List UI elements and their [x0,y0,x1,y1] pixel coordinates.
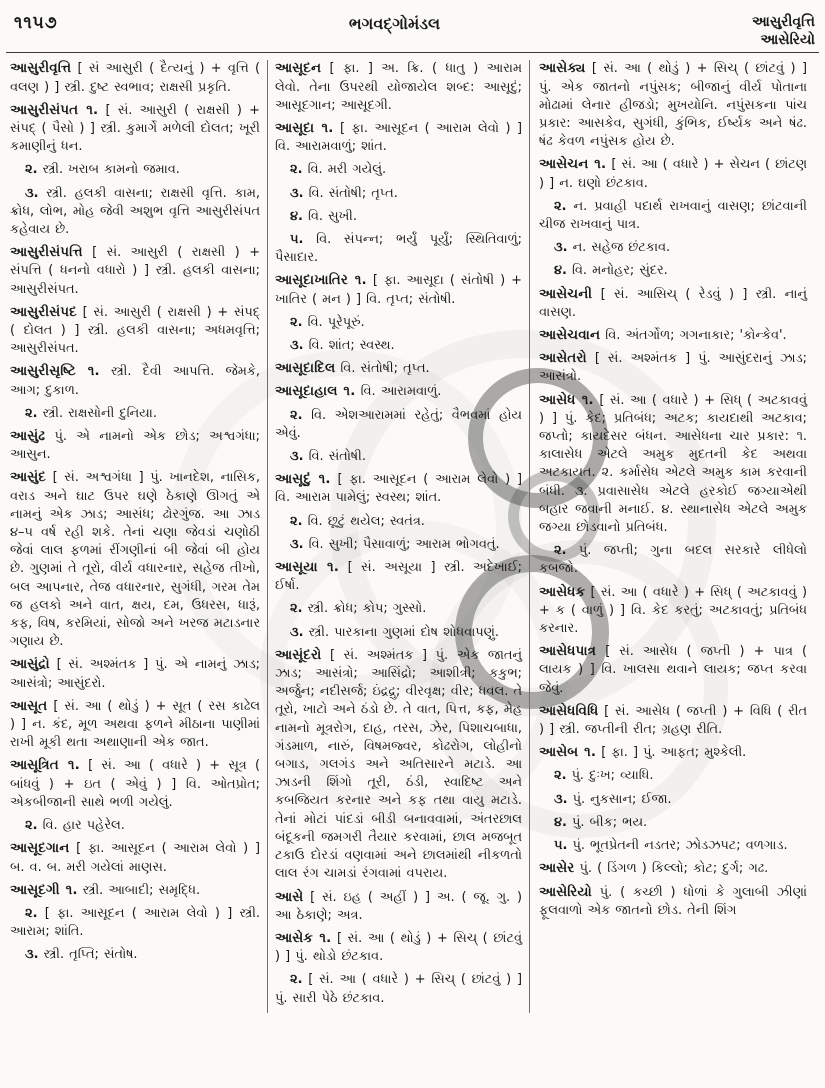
entry-sense: ૪. વિ. સુખી. [290,208,357,224]
entry-sense: ૩. પું. નુકસાન; ઈજા. [554,791,672,807]
headword: આસુરીસૃષ્ટિ ૧. [10,364,100,380]
sense-number: ૨. [290,314,303,330]
dictionary-entry: આસેધ ૧. [ સં. આ ( વધારે ) + સિધ્ ( અટકાવવું ) ] પું. કેદ; પ્રતિબંધ; અટક; કાયદાથી અટકાવ; જપ્તો; કાયદેસર બંધન. આસેધના ચાર પ્રકાર: ૧. કાલાસેધ એટલે અમુક મુદતની કેદ અથવા અટકાયત. ૨. કર્માસેધ એટલે અમુક કામ કરવાની બંધી. ૩. પ્રવાસાસેધ એટલે હરકોઈ જગ્યાએથી બહાર જવાની મનાઈ. ૪. સ્થાનાસેધ એટલે અમુક જગ્યા છોડવાનો પ્રતિબંધ. [539,392,807,536]
headword: આસૂદન [275,61,322,77]
entry-sense: ૨. વિ. એશઆરામમાં રહેતું; વૈભવમાં હોય એવું. [275,407,522,441]
sense-number: ૨. [25,405,38,421]
dictionary-entry: આસૂદાખાતિર ૧. [ ફા. આસૂદા ( સંતોષી ) + ખાતિર ( મન ) ] વિ. તૃપ્ત; સંતોષી. [275,273,522,307]
dictionary-entry: આસુંદ્રો [ સં. અશ્મંતક ] પું. એ નામનું ઝાડ; આસંત્રો; આસુંદરો. [10,657,260,691]
entry-sense: ૩. વિ. સંતોષી; તૃપ્ત. [290,185,398,201]
entry-sense: ૪. વિ. મનોહર; સુંદર. [554,263,668,279]
entry-sense: ૨. પું. જપ્તી; ગુના બદલ સરકારે લીધેલો કબજો. [539,543,807,577]
sense-number: ૩. [554,240,568,256]
guide-word-last: આસેરિયો [760,32,815,49]
dictionary-entry: આસેરિયો પું. ( કચ્છી ) ધોળાં કે ગુલાબી ઝીણાં ફૂલવાળો એક જાતનો છોડ. તેની શિંગ [539,884,807,918]
sense-number: ૩. [290,449,304,465]
sense-number: ૨. [554,768,567,784]
headword: આસૂદાહાલ ૧. [275,384,356,400]
headword: આસેચવાન [539,328,601,344]
headword: આસેધ ૧. [539,392,594,408]
headword: આસેર [539,861,575,877]
dictionary-entry: આસેચની [ સં. આસિચ્ ( રેડવું ) ] સ્ત્રી. નાનું વાસણ. [539,286,807,320]
headword: આસુંદ્રો [10,657,50,673]
dictionary-entry: આસુરીસૃષ્ટિ ૧. સ્ત્રી. દૈવી આપત્તિ. જેમકે, આગ; દુકાળ. [10,364,260,398]
entry-sense: ૨. વિ. છૂટું થયેલ; સ્વતંત્ર. [290,513,425,529]
headword: આસેરિયો [539,884,592,900]
text-columns [0,53,825,1012]
dictionary-entry: આસેક ૧. [ સં. આ ( થોડું ) + સિચ્ ( છાંટવું ) ] પું. થોડો છંટકાવ. [275,930,522,965]
entry-sense: ૪. પું. બીક; ભય. [554,814,648,830]
sense-number: ૨. [554,198,567,214]
headword: આસુંઢ [10,429,46,445]
dictionary-entry: આસૂદા ૧. [ ફા. આસૂદન ( આરામ લેવો ) ] વિ. આરામવાળું; શાંત. [275,120,522,155]
entry-sense: ૩. સ્ત્રી. હલકી વાસના; રાક્ષસી વૃત્તિ. કામ, ક્રોધ, લોભ, મોહ જેવી અશુભ વૃત્તિ આસુરીસંપત કહેવાય છે. [10,185,260,237]
headword: આસેચની [539,286,593,302]
entry-sense: ૨. વિ. હાર પહેરેલ. [25,818,125,834]
headword: આસેધવિધિ [539,703,599,719]
page-header [0,0,825,49]
headword: આસેચન ૧. [539,157,607,173]
headword: આસૂદું ૧. [275,472,331,488]
dictionary-entry: આસૂદગી ૧. સ્ત્રી. આબાદી; સમૃદ્ધિ. [10,882,201,898]
dictionary-entry: આસેર પું. ( ડિંગળ ) કિલ્લો; કોટ; દુર્ગ; ગઢ. [539,861,769,877]
sense-number: ૩. [554,791,568,807]
headword: આસેધપાત્ર [539,644,597,660]
dictionary-entry: આસુરીવૃત્તિ [ સં આસુરી ( દૈત્યનું ) + વૃત્તિ ( વલણ ) ] સ્ત્રી. દુષ્ટ સ્વભાવ; રાક્ષસી પ્રકૃતિ. [10,61,260,95]
dictionary-entry: આસેબ ૧. [ ફા. ] પું. આફત; મુશ્કેલી. [539,745,747,761]
sense-number: ૪. [290,208,303,224]
headword: આસૂત્રિત ૧. [10,758,80,774]
headword: આસૂદાખાતિર ૧. [275,273,367,289]
dictionary-entry: આસુંદ [ સં. અશ્વગંધા ] પું. ખાનદેશ, નાસિક, વરાડ અને ઘાટ ઉપર ઘણે ઠેકાણે ઊગતું એ નામનું એક ઝાડ; આસંધ; ઢોરગુંજ. આ ઝાડ ૪–૫ વર્ષ રહી શકે. તેનાં ચણા જેવડાં ચણોઠી જેવાં લાલ ફળમાં રીંગણીનાં બી જેવાં બી હોય છે. ગુણમાં તે તૂરો, વીર્ય વધારનાર, સહેજ તીખો, બલ આપનાર, તેજ વધારનાર, સુગંધી, ગરમ તેમ જ હલકો અને વાત, ક્ષય, દમ, ઉધરસ, ધારૂં, કફ, વિષ, કરમિયાં, સોજો અને ખરજ મટાડનાર ગણાય છે. [10,470,260,650]
sense-number: ૫. [554,838,568,854]
headword: આસેક ૧. [275,930,332,946]
dictionary-entry: આસેધવિધિ [ સં. આસેધ ( જપ્તી ) + વિધિ ( રીત ) ] સ્ત્રી. જપ્તીની રીત; ગ્રહણ રીતિ. [539,703,807,738]
dictionary-entry: આસેક્ય [ સં. આ ( થોડું ) + સિચ્ ( છાંટવું ) ] પું. એક જાતનો નપુંસક; બીજાનું વીર્ય પોતાના મોઢામાં લેનાર હીજડો; મુખયોનિ. નપુંસકના પાંચ પ્રકાર: આસકેવ, સુગંધી, કુંભિક, ઈર્ષ્યક અને ષંઢ. ષંઢ કેવળ નપુંસક હોય છે. [539,61,807,150]
column-1 [10,60,267,1012]
sense-number: ૪. [554,263,567,279]
sense-number: ૨. [25,162,38,178]
entry-sense: ૫. વિ. સંપન્ન; ભર્યું પૂર્યું; સ્થિતિવાળું; પૈસાદાર. [275,232,522,266]
dictionary-entry: આસૂદું ૧. [ ફા. આસૂદન ( આરામ લેવો ) ] વિ. આરામ પામેલું; સ્વસ્થ; શાંત. [275,472,523,506]
headword: આસે [275,889,304,905]
dictionary-entry: આસૂદન [ ફા. ] અ. ક્રિ. ( ધાતુ ) આરામ લેવો. તેના ઉપરથી યોજાયેલ શબ્દ: આસૂદું; આસૂદગાન; આસૂદગી. [275,61,522,113]
guide-words [655,13,815,49]
sense-number: ૩. [25,185,39,201]
entry-sense: ૩. વિ. સુખી; પૈસાવાળું; આરામ ભોગવતું. [290,536,500,552]
dictionary-entry: આસેધક [ સં. આ ( વધારે ) + સિધ્ ( અટકાવવું ) + ક ( વાળું ) ] વિ. કેદ કરતું; અટકાવતું; પ્રતિબંધ કરનાર. [539,584,807,637]
dictionary-entry: આસૂદાહાલ ૧. વિ. આરામવાળું. [275,384,442,400]
sense-number: ૨. [290,513,303,529]
headword: આસૂદગાન [10,841,70,857]
sense-number: ૩. [290,624,304,640]
entry-sense: ૨. સ્ત્રી. રાક્ષસોની દુનિયા. [25,405,157,421]
headword: આસેતરો [539,351,587,367]
dictionary-entry: આસૂંદરો [ સં. અશ્મંતક ] પું. એક જાતનું ઝાડ; આસંત્રો; આસિંદ્રો; આશીત્રી; કકુભ; અર્જુન; નદીસર્જ; ઇંદ્રદ્રુ; વીરવૃક્ષ; વીર; ધવલ. તે તૂરો, ખાટો અને ઠંડો છે. તે વાત, પિત્ત, કફ, મેહ નામનો મૂત્રરોગ, દાહ, તરસ, ઝેર, પિશાચબાધા, ગંડમાળ, નારું, વિષમજ્વર, કોઢરોગ, લોહીનો બગાડ, ગલગંડ અને અતિસારને મટાડે. આ ઝાડની શિંગો તૂરી, ઠંડી, સ્વાદિષ્ટ અને કબજિયત કરનાર અને કફ તથા વાયુ મટાડે. તેનાં મોટાં પાંદડાં બીડી બનાવવામાં, અંતરછાલ બંદૂકની જમગરી તૈયાર કરવામાં, છાલ મજબૂત ટકાઉ દોરડાં વણવામાં અને છાલમાંથી નીકળતો લાલ રંગ ચામડાં રંગવામાં વપરાય. [275,647,522,882]
entry-sense: ૩. સ્ત્રી. તૃપ્તિ; સંતોષ. [25,947,138,963]
entry-sense: ૩. વિ. શાંત; સ્વસ્થ. [290,338,395,354]
headword: આસુરીસંપત્તિ [10,245,83,261]
dictionary-entry: આસૂદાદિલ વિ. સંતોષી; તૃપ્ત. [275,361,430,377]
headword: આસુંદ [10,470,46,486]
sense-number: ૩. [25,947,39,963]
column-3 [530,60,807,1012]
headword: આસૂદગી ૧. [10,882,78,898]
entry-sense: ૨. [ ફા. આસૂદન ( આરામ લેવો ) ] સ્ત્રી. આરામ; શાંતિ. [10,905,260,940]
entry-sense: ૨. વિ. પૂરેપૂરું. [290,314,365,330]
headword: આસૂદાદિલ [275,361,336,377]
entry-sense: ૩. ન. સહેજ છંટકાવ. [554,240,671,256]
dictionary-entry: આસુંઢ પું. એ નામનો એક છોડ; અશ્વગંધા; આસુન. [10,429,260,463]
entry-sense: ૨. [ સં. આ ( વધારે ) + સિચ્ ( છાંટવું ) ] પું. સારી પેઠે છંટકાવ. [275,972,522,1006]
dictionary-entry: આસેતરો [ સં. અશ્મંતક ] પું. આસુંદરાનું ઝાડ; આસંત્રો. [539,351,807,385]
entry-sense: ૩. વિ. સંતોષી. [290,449,366,465]
sense-number: ૩. [290,338,304,354]
sense-number: ૩. [290,536,304,552]
sense-number: ૨. [25,818,38,834]
dictionary-entry: આસૂત [ સં. આ ( થોડું ) + સૂત ( રસ કાઢેલ ) ] ન. કંદ, મૂળ અથવા ફળને મીઠાના પાણીમાં રાખી મૂકી થતા અથાણાની એક જાત. [10,698,260,751]
dictionary-entry: આસૂત્રિત ૧. [ સં. આ ( વધારે ) + સૂત્ર ( બાંધવું ) + ઇત ( એવું ) ] વિ. ઓતપ્રોત; એકબીજાની સાથે ભળી ગયેલું. [10,758,260,810]
dictionary-entry: આસે [ સં. ઇહ ( અહીં ) ] અ. ( જૂ. ગુ. ) આ ઠેકાણે; અત્ર. [275,889,522,923]
dictionary-entry: આસેચન ૧. [ સં. આ ( વધારે ) + સેચન ( છાંટણ ) ] ન. ઘણો છંટકાવ. [539,157,808,191]
entry-sense: ૨. સ્ત્રી. ખરાબ કામનો જમાવ. [25,162,180,178]
headword: આસૂંદરો [275,647,322,663]
sense-number: ૪. [554,814,567,830]
guide-word-first: આસુરીવૃત્તિ [752,14,815,30]
sense-number: ૩. [290,185,304,201]
headword: આસુરીસંપદ [10,304,77,320]
headword: આસૂયા ૧. [275,560,340,576]
sense-number: ૨. [25,905,38,921]
page-number: ૧૧૫૭ [14,13,58,33]
headword: આસેક્ય [539,61,586,77]
headword: આસેબ ૧. [539,745,597,761]
entry-sense: ૨. વિ. મરી ગયેલું. [290,162,387,178]
dictionary-entry: આસેધપાત્ર [ સં. આસેધ ( જપ્તી ) + પાત્ર ( લાયક ) ] વિ. ખાલસા થવાને લાયક; જપ્ત કરવા જેવું. [539,644,807,696]
entry-sense: ૩. સ્ત્રી. પારકાના ગુણમાં દોષ શોધવાપણું. [290,624,499,640]
column-2 [268,60,529,1012]
sense-number: ૨. [554,543,567,559]
dictionary-entry: આસુરીસંપત ૧. [ સં. આસુરી ( રાક્ષસી ) + સંપદ્ ( પૈસો ) ] સ્ત્રી. કુમાર્ગે મળેલી દોલત; ખૂરી કમાણીનું ધન. [10,102,260,155]
sense-number: ૨. [290,162,303,178]
headword: આસુરીવૃત્તિ [10,61,72,77]
headword: આસૂત [10,698,48,714]
sense-number: ૨. [290,972,303,988]
entry-sense: ૫. પું. ભૂતપ્રેતની નડતર; ઝોડઝપટ; વળગાડ. [554,838,788,854]
dictionary-entry: આસુરીસંપદ [ સં. આસુરી ( રાક્ષસી ) + સંપદ્ ( દોલત ) ] સ્ત્રી. હલકી વાસના; અધમવૃત્તિ; આસુરીસંપત. [10,304,260,357]
dictionary-entry: આસુરીસંપત્તિ [ સં. આસુરી ( રાક્ષસી ) + સંપત્તિ ( ધનનો વધારો ) ] સ્ત્રી. હલકી વાસના; આસુરીસંપત. [10,245,260,297]
book-title: ભગવદ્ગોમંડલ [348,14,441,33]
entry-sense: ૨. પું. દુઃખ; વ્યાધિ. [554,768,654,784]
sense-number: ૫. [290,232,304,247]
sense-number: ૨. [290,601,303,617]
entry-sense: ૨. ન. પ્રવાહી પદાર્થ રાખવાનું વાસણ; છાંટવાની ચીજ રાખવાનું પાત્ર. [539,198,807,232]
sense-number: ૨. [290,407,303,423]
headword: આસુરીસંપત ૧. [10,102,99,118]
dictionary-entry: આસૂદગાન [ ફા. આસૂદન ( આરામ લેવો ) ] બ. વ. બ. મરી ગયેલાં માણસ. [10,841,260,875]
headword: આસૂદા ૧. [275,120,334,136]
dictionary-entry: આસેચવાન વિ. અંતર્ગોળ; ગગનાકાર; 'કોન્કેવ'. [539,328,787,344]
entry-sense: ૨. સ્ત્રી. ક્રોધ; કોપ; ગુસ્સો. [290,601,427,617]
headword: આસેધક [539,584,586,600]
dictionary-entry: આસૂયા ૧. [ સં. અસૂયા ] સ્ત્રી. અદેખાઈ; ઈર્ષા. [275,560,522,594]
